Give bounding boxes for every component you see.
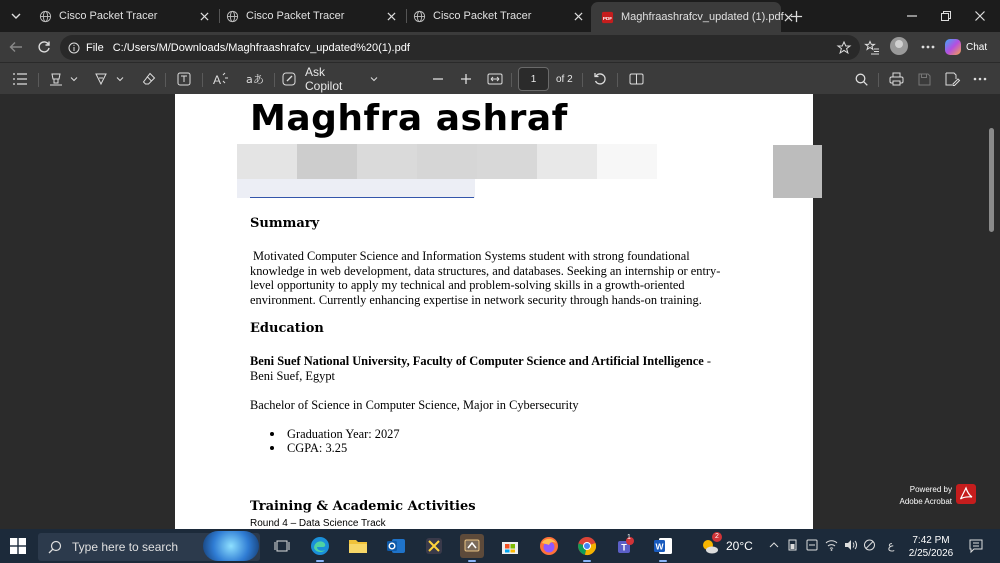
svg-text:W: W [655, 541, 664, 552]
weather-badge: 2 [712, 532, 722, 542]
close-tab-icon[interactable] [196, 8, 212, 24]
windows-start-icon[interactable] [10, 538, 26, 554]
fit-to-width-icon[interactable] [485, 69, 505, 89]
windows-taskbar [0, 529, 1000, 563]
tab-cisco-packet-tracer-2[interactable] [215, 3, 405, 29]
education-heading: Education [250, 321, 324, 336]
favorites-list-icon[interactable] [862, 37, 882, 57]
task-view-icon[interactable] [270, 534, 294, 558]
url-text[interactable]: C:/Users/M/Downloads/Maghfraashrafcv_updated%20(1).pdf [112, 41, 410, 54]
close-tab-icon[interactable] [383, 8, 399, 24]
pdf-file-icon [601, 10, 614, 24]
search-icon [47, 539, 63, 555]
toolbar-divider [165, 73, 166, 87]
search-highlight-image[interactable] [203, 531, 259, 561]
page-number-input[interactable]: 1 [518, 67, 549, 91]
edge-browser-icon[interactable] [308, 534, 332, 558]
globe-icon [225, 9, 239, 23]
input-language-indicator[interactable]: ع [887, 539, 895, 552]
vertical-scrollbar[interactable] [989, 128, 994, 232]
summary-heading: Summary [250, 216, 320, 231]
add-text-icon[interactable] [174, 69, 194, 89]
toolbar-divider [38, 73, 39, 87]
ask-copilot-button[interactable] [282, 65, 378, 93]
address-toolbar [0, 32, 1000, 62]
adobe-acrobat-logo-icon [956, 484, 976, 504]
tab-cisco-packet-tracer-3[interactable] [402, 3, 592, 29]
toolbar-divider [511, 73, 512, 87]
outlook-icon[interactable] [384, 534, 408, 558]
site-info-icon[interactable] [67, 41, 81, 55]
pdf-page [175, 94, 813, 529]
highlight-icon[interactable] [46, 69, 66, 89]
chat-label: Chat [966, 41, 988, 53]
rotate-icon[interactable] [590, 69, 610, 89]
new-tab-plus-icon[interactable] [786, 6, 806, 26]
acrobat-product-label: Adobe Acrobat [899, 497, 952, 506]
cisco-packet-tracer-icon[interactable] [460, 534, 484, 558]
svg-text:T: T [621, 542, 627, 553]
snipping-tool-icon[interactable] [422, 534, 446, 558]
pdf-viewer[interactable] [0, 94, 1000, 529]
redacted-link-underline [250, 197, 474, 198]
acrobat-badge-text [900, 484, 952, 508]
highlight-dropdown-chevron-icon[interactable] [67, 69, 81, 89]
weather-widget[interactable] [700, 536, 753, 556]
toolbar-divider [617, 73, 618, 87]
file-explorer-icon[interactable] [346, 534, 370, 558]
training-item: Round 4 – Data Science Track [250, 518, 386, 529]
close-window-icon[interactable] [968, 6, 992, 26]
more-options-icon[interactable] [918, 37, 938, 57]
weather-temperature: 20°C [726, 539, 753, 553]
tab-actions-chevron-icon[interactable] [6, 6, 26, 26]
copilot-icon [945, 39, 961, 55]
search-placeholder: Type here to search [72, 540, 179, 554]
url-scheme-label: File [86, 41, 104, 54]
university-entry [250, 354, 730, 383]
clock-time: 7:42 PM [912, 535, 950, 546]
translate-icon[interactable] [244, 69, 266, 89]
copilot-edit-icon [282, 72, 298, 86]
browser-tab-bar [0, 0, 1000, 32]
page-count-label: of 2 [556, 74, 573, 85]
read-aloud-icon[interactable] [210, 69, 232, 89]
favorite-star-icon[interactable] [836, 40, 852, 56]
summary-text: Motivated Computer Science and Information Systems student with strong foundational knowledge in web development, data structures, and databases. Seeking an internship or entry-level opportunity to apply my technical and problem-solving skills in a growth-oriented environment. Currently enhancing expertise in network security through hands-on training. [250, 249, 721, 307]
print-icon[interactable] [886, 69, 906, 89]
candidate-name: Maghfra ashraf [250, 98, 568, 139]
network-disconnected-icon[interactable] [862, 538, 876, 552]
chrome-icon[interactable] [575, 534, 599, 558]
svg-text:A: A [213, 73, 222, 87]
toolbar-divider [202, 73, 203, 87]
firefox-icon[interactable] [537, 534, 561, 558]
chevron-down-icon [370, 75, 378, 83]
redacted-photo [773, 145, 822, 198]
tab-title: Maghfraashrafcv_updated (1).pdf [621, 11, 784, 23]
redacted-contact-info [237, 144, 657, 179]
ask-copilot-label: Ask Copilot [305, 65, 343, 93]
tab-pdf-document[interactable] [591, 2, 784, 32]
clock-date: 2/25/2026 [908, 548, 954, 559]
tab-title: Cisco Packet Tracer [59, 10, 158, 22]
refresh-icon[interactable] [34, 37, 54, 57]
copilot-chat-button[interactable] [945, 37, 993, 57]
powered-by-label: Powered by [909, 485, 952, 494]
show-hidden-icons-chevron-icon[interactable] [767, 538, 781, 552]
tab-title: Cisco Packet Tracer [433, 10, 532, 22]
globe-icon [38, 9, 52, 23]
save-as-icon[interactable] [942, 69, 962, 89]
teams-badge: 1 [627, 534, 631, 541]
address-bar[interactable] [60, 35, 860, 60]
globe-icon [412, 9, 426, 23]
contents-list-icon[interactable] [10, 69, 30, 89]
toolbar-divider [878, 73, 879, 87]
volume-icon[interactable] [843, 538, 857, 552]
more-pdf-options-icon[interactable] [970, 69, 990, 89]
battery-icon[interactable] [786, 538, 800, 552]
svg-text:PDF: PDF [602, 15, 613, 21]
back-arrow-icon[interactable] [6, 37, 26, 57]
list-item: CGPA: 3.25 [287, 441, 348, 455]
university-name: Beni Suef National University, Faculty of Computer Science and Artificial Intelligence [250, 354, 704, 368]
zoom-out-icon[interactable] [428, 69, 448, 89]
word-icon[interactable] [651, 534, 675, 558]
save-icon[interactable] [914, 69, 934, 89]
redacted-link [237, 179, 475, 198]
university-location: - Beni Suef, Egypt [250, 354, 711, 383]
pdf-toolbar [0, 62, 1000, 94]
draw-dropdown-chevron-icon[interactable] [113, 69, 127, 89]
profile-avatar[interactable] [890, 37, 908, 55]
toolbar-divider [274, 73, 275, 87]
search-icon[interactable] [851, 69, 871, 89]
training-heading: Training & Academic Activities [250, 499, 476, 514]
restore-icon[interactable] [934, 6, 958, 26]
minimize-icon[interactable] [900, 6, 924, 26]
draw-icon[interactable] [91, 69, 111, 89]
toolbar-divider [582, 73, 583, 87]
tab-title: Cisco Packet Tracer [246, 10, 345, 22]
tab-cisco-packet-tracer-1[interactable] [28, 3, 218, 29]
svg-text:a: a [246, 73, 253, 86]
zoom-in-icon[interactable] [456, 69, 476, 89]
eraser-icon[interactable] [139, 69, 159, 89]
microsoft-store-icon[interactable] [498, 534, 522, 558]
notification-center-icon[interactable] [968, 538, 984, 554]
system-clock[interactable] [905, 534, 957, 560]
list-item: Graduation Year: 2027 [287, 427, 400, 441]
meet-now-icon[interactable] [805, 538, 819, 552]
degree-text: Bachelor of Science in Computer Science, Major in Cybersecurity [250, 398, 579, 412]
svg-text:あ: あ [253, 73, 264, 86]
adobe-acrobat-badge[interactable] [880, 480, 990, 512]
wifi-icon[interactable] [824, 538, 838, 552]
close-tab-icon[interactable] [570, 8, 586, 24]
page-view-icon[interactable] [626, 69, 646, 89]
